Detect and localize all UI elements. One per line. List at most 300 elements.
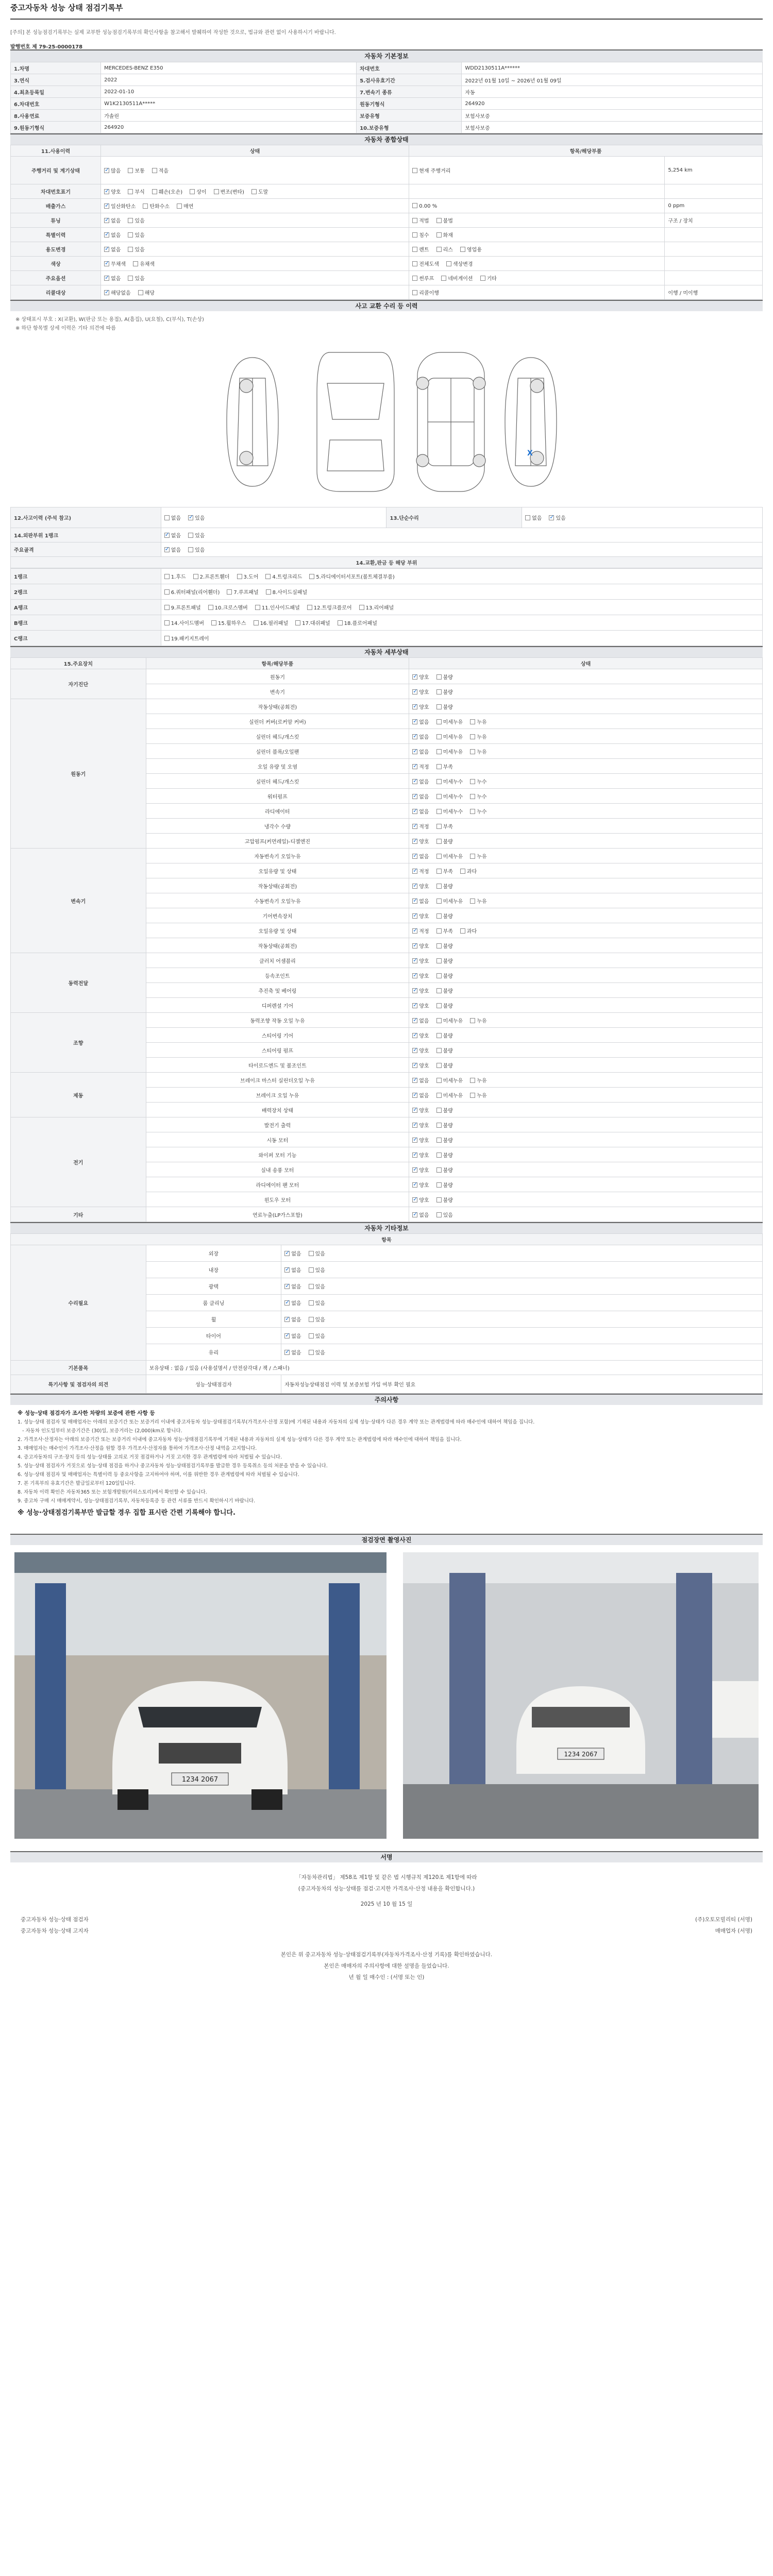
checkbox-icon[interactable] (412, 734, 417, 739)
checkbox-icon[interactable] (470, 1078, 475, 1083)
checkbox-icon[interactable] (436, 1003, 442, 1008)
checkbox-icon[interactable] (412, 1138, 417, 1143)
checkbox-option[interactable]: ✓ 없음 (412, 792, 429, 800)
checkbox-icon[interactable] (412, 203, 417, 208)
checkbox-option[interactable]: 불량 (436, 1046, 453, 1054)
checkbox-option[interactable]: ✓ 없음 (284, 1348, 301, 1356)
checkbox-icon[interactable] (266, 589, 271, 595)
checkbox-option[interactable]: 3.도어 (237, 572, 259, 580)
checkbox-option[interactable]: ✓ 없음 (412, 718, 429, 725)
checkbox-icon[interactable] (436, 1182, 442, 1188)
checkbox-icon[interactable] (470, 779, 475, 784)
checkbox-option[interactable]: ✓ 없음 (412, 1211, 429, 1218)
checkbox-option[interactable]: 있음 (309, 1282, 325, 1290)
checkbox-icon[interactable] (284, 1317, 290, 1322)
checkbox-icon[interactable] (436, 973, 442, 978)
checkbox-option[interactable]: 불량 (436, 1181, 453, 1189)
checkbox-option[interactable]: 불량 (436, 1166, 453, 1174)
checkbox-option[interactable]: ✓ 양호 (412, 1181, 429, 1189)
checkbox-icon[interactable] (436, 839, 442, 844)
checkbox-option[interactable]: ✓ 없음 (412, 1091, 429, 1099)
checkbox-option[interactable]: 있음 (128, 245, 144, 253)
checkbox-option[interactable]: 누유 (470, 897, 486, 905)
checkbox-option[interactable]: ✓ 있음 (549, 514, 565, 521)
checkbox-option[interactable]: 미세누유 (436, 897, 463, 905)
checkbox-icon[interactable] (436, 899, 442, 904)
checkbox-option[interactable]: 누유 (470, 1076, 486, 1084)
checkbox-icon[interactable] (436, 1167, 442, 1173)
checkbox-option[interactable]: 누수 (470, 807, 486, 815)
checkbox-icon[interactable] (412, 247, 417, 252)
checkbox-icon[interactable] (412, 290, 417, 295)
checkbox-icon[interactable] (436, 1063, 442, 1068)
checkbox-option[interactable]: ✓ 없음 (164, 546, 181, 553)
checkbox-icon[interactable] (470, 1093, 475, 1098)
checkbox-option[interactable]: ✓ 없음 (164, 531, 181, 539)
checkbox-option[interactable]: 14.사이드멤버 (164, 619, 204, 626)
checkbox-option[interactable]: ✓ 없음 (284, 1249, 301, 1257)
checkbox-option[interactable]: ✓ 양호 (412, 1106, 429, 1114)
checkbox-option[interactable]: ✓ 양호 (412, 1151, 429, 1159)
checkbox-option[interactable]: 2.프론트휀더 (193, 572, 230, 580)
checkbox-icon[interactable] (412, 1153, 417, 1158)
checkbox-icon[interactable] (254, 620, 259, 625)
checkbox-icon[interactable] (436, 1033, 442, 1038)
checkbox-option[interactable]: 19.패키지트레이 (164, 634, 209, 642)
checkbox-icon[interactable] (412, 689, 417, 694)
checkbox-icon[interactable] (470, 899, 475, 904)
checkbox-option[interactable]: 누유 (470, 733, 486, 740)
checkbox-icon[interactable] (470, 809, 475, 814)
checkbox-option[interactable]: 탄화수소 (143, 202, 170, 210)
checkbox-option[interactable]: ✓ 없음 (104, 274, 121, 282)
checkbox-icon[interactable] (436, 869, 442, 874)
checkbox-icon[interactable] (309, 1251, 314, 1256)
checkbox-option[interactable]: 18.플로어패널 (338, 619, 377, 626)
checkbox-option[interactable]: ✓ 양호 (412, 957, 429, 964)
checkbox-option[interactable]: ✓ 없음 (412, 807, 429, 815)
checkbox-icon[interactable] (412, 988, 417, 993)
checkbox-icon[interactable] (412, 809, 417, 814)
checkbox-icon[interactable] (143, 204, 148, 209)
checkbox-icon[interactable] (480, 276, 485, 281)
checkbox-option[interactable]: 불량 (436, 1196, 453, 1204)
checkbox-icon[interactable] (470, 794, 475, 799)
checkbox-icon[interactable] (104, 168, 109, 173)
checkbox-option[interactable]: 미세누유 (436, 748, 463, 755)
checkbox-option[interactable]: 8.사이드실패널 (266, 588, 308, 596)
checkbox-icon[interactable] (193, 574, 198, 579)
checkbox-option[interactable]: 있음 (309, 1348, 325, 1356)
checkbox-option[interactable]: 현재 주행거리 (412, 166, 450, 174)
checkbox-option[interactable]: ✓ 양호 (412, 1046, 429, 1054)
checkbox-icon[interactable] (128, 276, 133, 281)
checkbox-option[interactable]: ✓ 없음 (284, 1315, 301, 1323)
checkbox-icon[interactable] (211, 620, 216, 625)
checkbox-option[interactable]: ✓ 없음 (284, 1282, 301, 1290)
checkbox-icon[interactable] (412, 1167, 417, 1173)
checkbox-option[interactable]: 불량 (436, 1151, 453, 1159)
checkbox-option[interactable]: 불량 (436, 1136, 453, 1144)
checkbox-option[interactable]: 불량 (436, 703, 453, 710)
checkbox-option[interactable]: 불량 (436, 673, 453, 681)
checkbox-option[interactable]: 미세누유 (436, 852, 463, 860)
checkbox-option[interactable]: 누유 (470, 718, 486, 725)
checkbox-icon[interactable] (436, 1018, 442, 1023)
checkbox-icon[interactable] (412, 1033, 417, 1038)
checkbox-icon[interactable] (164, 620, 170, 625)
checkbox-icon[interactable] (436, 1197, 442, 1202)
checkbox-option[interactable]: ✓ 양호 (412, 1121, 429, 1129)
checkbox-icon[interactable] (309, 1350, 314, 1355)
checkbox-icon[interactable] (412, 958, 417, 963)
checkbox-icon[interactable] (104, 261, 109, 266)
checkbox-icon[interactable] (470, 854, 475, 859)
checkbox-option[interactable]: 도말 (251, 188, 268, 195)
checkbox-option[interactable]: 보통 (128, 166, 144, 174)
checkbox-icon[interactable] (436, 704, 442, 709)
checkbox-icon[interactable] (412, 1123, 417, 1128)
checkbox-icon[interactable] (446, 261, 451, 266)
checkbox-option[interactable]: ✓ 양호 (412, 972, 429, 979)
checkbox-option[interactable]: 15.휠하우스 (211, 619, 246, 626)
checkbox-option[interactable]: 과다 (460, 867, 477, 875)
checkbox-icon[interactable] (412, 719, 417, 724)
checkbox-icon[interactable] (214, 189, 219, 194)
checkbox-icon[interactable] (412, 276, 417, 281)
checkbox-icon[interactable] (284, 1251, 290, 1256)
checkbox-option[interactable]: 부식 (128, 188, 144, 195)
checkbox-icon[interactable] (412, 899, 417, 904)
checkbox-icon[interactable] (412, 704, 417, 709)
checkbox-option[interactable]: 변조(변타) (214, 188, 244, 195)
checkbox-option[interactable]: 적음 (152, 166, 169, 174)
checkbox-icon[interactable] (436, 719, 442, 724)
checkbox-option[interactable]: 훼손(오손) (152, 188, 182, 195)
checkbox-icon[interactable] (436, 824, 442, 829)
checkbox-option[interactable]: ✓ 양호 (412, 1136, 429, 1144)
checkbox-icon[interactable] (188, 515, 193, 520)
checkbox-option[interactable]: 불량 (436, 1061, 453, 1069)
checkbox-option[interactable]: 5.라디에이터서포트(볼트체결부품) (309, 572, 395, 580)
checkbox-option[interactable]: 누유 (470, 1091, 486, 1099)
checkbox-icon[interactable] (436, 913, 442, 919)
checkbox-icon[interactable] (152, 189, 157, 194)
checkbox-option[interactable]: 있음 (309, 1315, 325, 1323)
checkbox-icon[interactable] (164, 636, 170, 641)
checkbox-icon[interactable] (436, 674, 442, 680)
checkbox-icon[interactable] (177, 204, 182, 209)
checkbox-icon[interactable] (412, 943, 417, 948)
checkbox-option[interactable]: ✓ 양호 (412, 673, 429, 681)
checkbox-option[interactable]: 불량 (436, 972, 453, 979)
checkbox-icon[interactable] (412, 794, 417, 799)
checkbox-icon[interactable] (436, 779, 442, 784)
checkbox-option[interactable]: 없음 (164, 514, 181, 521)
checkbox-icon[interactable] (436, 247, 442, 252)
checkbox-option[interactable]: 9.프론트패널 (164, 603, 201, 611)
checkbox-icon[interactable] (549, 515, 554, 520)
checkbox-option[interactable]: 부족 (436, 927, 453, 935)
checkbox-option[interactable]: 있음 (128, 231, 144, 239)
checkbox-option[interactable]: ✓ 없음 (284, 1332, 301, 1340)
checkbox-option[interactable]: 부족 (436, 867, 453, 875)
checkbox-option[interactable]: 6.쿼터패널(리어휀더) (164, 588, 220, 596)
checkbox-icon[interactable] (436, 1078, 442, 1083)
checkbox-option[interactable]: 미세누유 (436, 1091, 463, 1099)
checkbox-icon[interactable] (295, 620, 300, 625)
checkbox-option[interactable]: 렌트 (412, 245, 429, 253)
checkbox-icon[interactable] (436, 884, 442, 889)
checkbox-icon[interactable] (309, 1333, 314, 1338)
checkbox-option[interactable]: 있음 (128, 216, 144, 224)
checkbox-option[interactable]: 있음 (188, 546, 205, 553)
checkbox-option[interactable]: 불량 (436, 1031, 453, 1039)
checkbox-option[interactable]: 있음 (309, 1332, 325, 1340)
checkbox-icon[interactable] (104, 189, 109, 194)
checkbox-icon[interactable] (188, 547, 193, 552)
checkbox-option[interactable]: ✓ 양호 (412, 1002, 429, 1009)
checkbox-icon[interactable] (412, 928, 417, 934)
checkbox-icon[interactable] (128, 189, 133, 194)
checkbox-icon[interactable] (412, 1063, 417, 1068)
checkbox-option[interactable]: ✓ 일산화탄소 (104, 202, 136, 210)
checkbox-icon[interactable] (309, 1300, 314, 1306)
checkbox-icon[interactable] (412, 1093, 417, 1098)
checkbox-icon[interactable] (251, 189, 257, 194)
checkbox-icon[interactable] (412, 973, 417, 978)
checkbox-icon[interactable] (436, 218, 442, 223)
checkbox-icon[interactable] (138, 290, 143, 295)
checkbox-icon[interactable] (208, 605, 213, 610)
checkbox-icon[interactable] (436, 232, 442, 238)
checkbox-option[interactable]: 불량 (436, 1121, 453, 1129)
checkbox-option[interactable]: 있음 (309, 1299, 325, 1307)
checkbox-option[interactable]: ✓ 없음 (412, 852, 429, 860)
checkbox-option[interactable]: 10.크로스멤버 (208, 603, 248, 611)
checkbox-option[interactable]: 누유 (470, 748, 486, 755)
checkbox-option[interactable]: 영업용 (460, 245, 482, 253)
checkbox-option[interactable]: 미세누유 (436, 1076, 463, 1084)
checkbox-option[interactable]: ✓ 양호 (412, 1031, 429, 1039)
checkbox-option[interactable]: 7.루프패널 (227, 588, 258, 596)
checkbox-icon[interactable] (412, 1003, 417, 1008)
checkbox-option[interactable]: ✓ 없음 (412, 1016, 429, 1024)
checkbox-icon[interactable] (436, 943, 442, 948)
checkbox-icon[interactable] (470, 749, 475, 754)
checkbox-icon[interactable] (309, 1284, 314, 1289)
checkbox-option[interactable]: ✓ 없음 (412, 1076, 429, 1084)
checkbox-icon[interactable] (309, 1317, 314, 1322)
checkbox-icon[interactable] (412, 1182, 417, 1188)
checkbox-option[interactable]: 부족 (436, 762, 453, 770)
checkbox-option[interactable]: 리콜이행 (412, 289, 439, 296)
checkbox-icon[interactable] (436, 854, 442, 859)
checkbox-option[interactable]: ✓ 없음 (104, 231, 121, 239)
checkbox-icon[interactable] (412, 1018, 417, 1023)
checkbox-icon[interactable] (309, 1267, 314, 1273)
checkbox-icon[interactable] (284, 1267, 290, 1273)
checkbox-icon[interactable] (460, 928, 465, 934)
checkbox-option[interactable]: 누유 (470, 1016, 486, 1024)
checkbox-icon[interactable] (338, 620, 343, 625)
checkbox-icon[interactable] (412, 1108, 417, 1113)
checkbox-option[interactable]: ✓ 없음 (412, 897, 429, 905)
checkbox-option[interactable]: ✓ 양호 (412, 882, 429, 890)
checkbox-option[interactable]: 미세누유 (436, 718, 463, 725)
checkbox-icon[interactable] (227, 589, 232, 595)
checkbox-option[interactable]: 불량 (436, 1002, 453, 1009)
checkbox-icon[interactable] (164, 515, 170, 520)
checkbox-option[interactable]: 침수 (412, 231, 429, 239)
checkbox-icon[interactable] (104, 276, 109, 281)
checkbox-icon[interactable] (436, 749, 442, 754)
checkbox-option[interactable]: 리스 (436, 245, 453, 253)
checkbox-option[interactable]: ✓ 많음 (104, 166, 121, 174)
checkbox-option[interactable]: 없음 (525, 514, 542, 521)
checkbox-icon[interactable] (470, 734, 475, 739)
checkbox-icon[interactable] (412, 218, 417, 223)
checkbox-icon[interactable] (164, 574, 170, 579)
checkbox-option[interactable]: 있음 (309, 1249, 325, 1257)
checkbox-icon[interactable] (436, 734, 442, 739)
checkbox-option[interactable]: 불량 (436, 837, 453, 845)
checkbox-option[interactable]: 있음 (128, 274, 144, 282)
checkbox-icon[interactable] (460, 247, 465, 252)
checkbox-icon[interactable] (128, 168, 133, 173)
checkbox-icon[interactable] (164, 605, 170, 610)
checkbox-option[interactable]: ✓ 양호 (412, 912, 429, 920)
checkbox-icon[interactable] (284, 1284, 290, 1289)
checkbox-icon[interactable] (412, 854, 417, 859)
checkbox-icon[interactable] (412, 749, 417, 754)
checkbox-option[interactable]: 누수 (470, 792, 486, 800)
checkbox-option[interactable]: 있음 (188, 531, 205, 539)
checkbox-option[interactable]: 유채색 (133, 260, 155, 267)
checkbox-option[interactable]: 미세누수 (436, 807, 463, 815)
checkbox-icon[interactable] (255, 605, 260, 610)
checkbox-option[interactable]: ✓ 양호 (412, 1061, 429, 1069)
checkbox-icon[interactable] (436, 1048, 442, 1053)
checkbox-icon[interactable] (128, 232, 133, 238)
checkbox-icon[interactable] (436, 794, 442, 799)
checkbox-option[interactable]: 미세누유 (436, 1016, 463, 1024)
checkbox-option[interactable]: ✓ 양호 (412, 688, 429, 696)
checkbox-icon[interactable] (412, 1078, 417, 1083)
checkbox-icon[interactable] (128, 218, 133, 223)
checkbox-icon[interactable] (441, 276, 446, 281)
checkbox-option[interactable]: 불법 (436, 216, 453, 224)
checkbox-option[interactable]: 미세누수 (436, 792, 463, 800)
checkbox-icon[interactable] (104, 204, 109, 209)
checkbox-option[interactable]: 적법 (412, 216, 429, 224)
checkbox-icon[interactable] (412, 884, 417, 889)
checkbox-icon[interactable] (190, 189, 195, 194)
checkbox-icon[interactable] (460, 869, 465, 874)
checkbox-option[interactable]: ✓ 없음 (412, 733, 429, 740)
checkbox-icon[interactable] (104, 218, 109, 223)
checkbox-option[interactable]: 상이 (190, 188, 206, 195)
checkbox-option[interactable]: ✓ 적정 (412, 822, 429, 830)
checkbox-option[interactable]: 전체도색 (412, 260, 439, 267)
checkbox-option[interactable]: 해당 (138, 289, 155, 296)
checkbox-option[interactable]: 색상변경 (446, 260, 473, 267)
checkbox-option[interactable]: 1.후드 (164, 572, 186, 580)
checkbox-option[interactable]: ✓ 적정 (412, 867, 429, 875)
checkbox-icon[interactable] (436, 809, 442, 814)
checkbox-option[interactable]: 불량 (436, 882, 453, 890)
checkbox-option[interactable]: 17.대쉬패널 (295, 619, 330, 626)
checkbox-option[interactable]: 화재 (436, 231, 453, 239)
checkbox-icon[interactable] (164, 589, 170, 595)
checkbox-icon[interactable] (164, 547, 170, 552)
checkbox-option[interactable]: ✓ 적정 (412, 927, 429, 935)
checkbox-icon[interactable] (412, 261, 417, 266)
checkbox-option[interactable]: 불량 (436, 942, 453, 950)
checkbox-icon[interactable] (265, 574, 271, 579)
checkbox-option[interactable]: 썬루프 (412, 274, 434, 282)
checkbox-option[interactable]: ✓ 해당없음 (104, 289, 131, 296)
checkbox-icon[interactable] (412, 764, 417, 769)
checkbox-icon[interactable] (436, 1108, 442, 1113)
checkbox-option[interactable]: 기타 (480, 274, 497, 282)
checkbox-option[interactable]: 불량 (436, 987, 453, 994)
checkbox-icon[interactable] (284, 1333, 290, 1338)
checkbox-icon[interactable] (237, 574, 242, 579)
checkbox-icon[interactable] (104, 232, 109, 238)
checkbox-option[interactable]: ✓ 양호 (412, 987, 429, 994)
checkbox-option[interactable]: ✓ 양호 (412, 1196, 429, 1204)
checkbox-icon[interactable] (412, 869, 417, 874)
checkbox-option[interactable]: 네비게이션 (441, 274, 473, 282)
checkbox-option[interactable]: 있음 (436, 1211, 453, 1218)
checkbox-icon[interactable] (436, 928, 442, 934)
checkbox-option[interactable]: ✓ 없음 (284, 1266, 301, 1274)
checkbox-icon[interactable] (152, 168, 157, 173)
checkbox-icon[interactable] (307, 605, 312, 610)
checkbox-icon[interactable] (412, 168, 417, 173)
checkbox-icon[interactable] (164, 533, 170, 538)
checkbox-icon[interactable] (104, 290, 109, 295)
checkbox-option[interactable]: ✓ 양호 (412, 703, 429, 710)
checkbox-option[interactable]: ✓ 양호 (412, 837, 429, 845)
checkbox-icon[interactable] (525, 515, 530, 520)
checkbox-icon[interactable] (436, 689, 442, 694)
checkbox-option[interactable]: 불량 (436, 912, 453, 920)
checkbox-icon[interactable] (470, 1018, 475, 1023)
checkbox-icon[interactable] (436, 764, 442, 769)
checkbox-option[interactable]: ✓ 양호 (104, 188, 121, 195)
checkbox-option[interactable]: 4.트렁크리드 (265, 572, 302, 580)
checkbox-icon[interactable] (412, 232, 417, 238)
checkbox-icon[interactable] (412, 779, 417, 784)
checkbox-option[interactable]: 미세누유 (436, 733, 463, 740)
checkbox-option[interactable]: 12.트렁크플로어 (307, 603, 352, 611)
checkbox-option[interactable]: 16.필러패널 (254, 619, 289, 626)
checkbox-icon[interactable] (359, 605, 364, 610)
checkbox-icon[interactable] (470, 719, 475, 724)
checkbox-icon[interactable] (412, 824, 417, 829)
checkbox-option[interactable]: 과다 (460, 927, 477, 935)
checkbox-icon[interactable] (436, 958, 442, 963)
checkbox-option[interactable]: 부족 (436, 822, 453, 830)
checkbox-icon[interactable] (412, 1197, 417, 1202)
checkbox-option[interactable]: ✓ 양호 (412, 1166, 429, 1174)
checkbox-option[interactable]: ✓ 없음 (284, 1299, 301, 1307)
checkbox-option[interactable]: 불량 (436, 957, 453, 964)
checkbox-icon[interactable] (412, 839, 417, 844)
checkbox-icon[interactable] (436, 1212, 442, 1217)
